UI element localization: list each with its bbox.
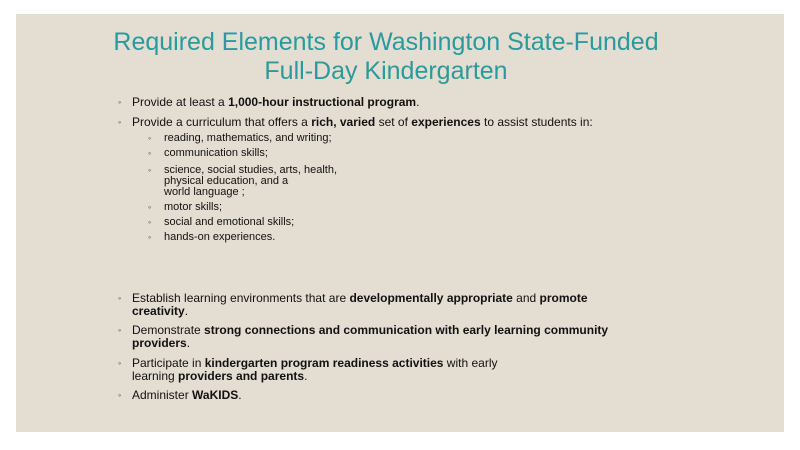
list-item: ◦ Provide a curriculum that offers a rich, varied set of experiences to assist students in:	[118, 115, 593, 129]
bullet-icon: ◦	[148, 202, 152, 212]
bullet-icon: ◦	[118, 358, 122, 368]
list-item: ◦ reading, mathematics, and writing;	[148, 132, 332, 144]
list-item: ◦ Provide at least a 1,000-hour instructional program.	[118, 95, 420, 109]
list-item: ◦ Participate in kindergarten program readiness activities with early learning providers and parents.	[118, 356, 498, 383]
bullet-icon: ◦	[148, 133, 152, 143]
list-item: ◦ social and emotional skills;	[148, 216, 295, 228]
bullet-icon: ◦	[118, 293, 122, 303]
title-line-2: Full-Day Kindergarten	[264, 57, 508, 85]
list-item: ◦ motor skills;	[148, 201, 223, 213]
bullet-icon: ◦	[148, 148, 152, 158]
bullet-icon: ◦	[148, 232, 152, 242]
title-line-1: Required Elements for Washington State-Funded	[113, 28, 659, 56]
bullet-icon: ◦	[118, 390, 122, 400]
bullet-icon: ◦	[148, 165, 152, 175]
slide-title	[76, 28, 696, 86]
bullet-icon: ◦	[118, 325, 122, 335]
list-item: ◦ science, social studies, arts, health, physical education, and a world language ;	[148, 164, 338, 198]
list-item: ◦ Establish learning environments that are developmentally appropriate and promote creativity.	[118, 291, 588, 318]
bullet-icon: ◦	[118, 97, 122, 107]
list-item: ◦ Administer WaKIDS.	[118, 388, 242, 402]
slide	[16, 14, 784, 432]
bullet-icon: ◦	[118, 117, 122, 127]
list-item: ◦ hands-on experiences.	[148, 231, 276, 243]
bullet-icon: ◦	[148, 217, 152, 227]
list-item: ◦ communication skills;	[148, 147, 268, 159]
list-item: ◦ Demonstrate strong connections and communication with early learning community providers.	[118, 323, 609, 350]
